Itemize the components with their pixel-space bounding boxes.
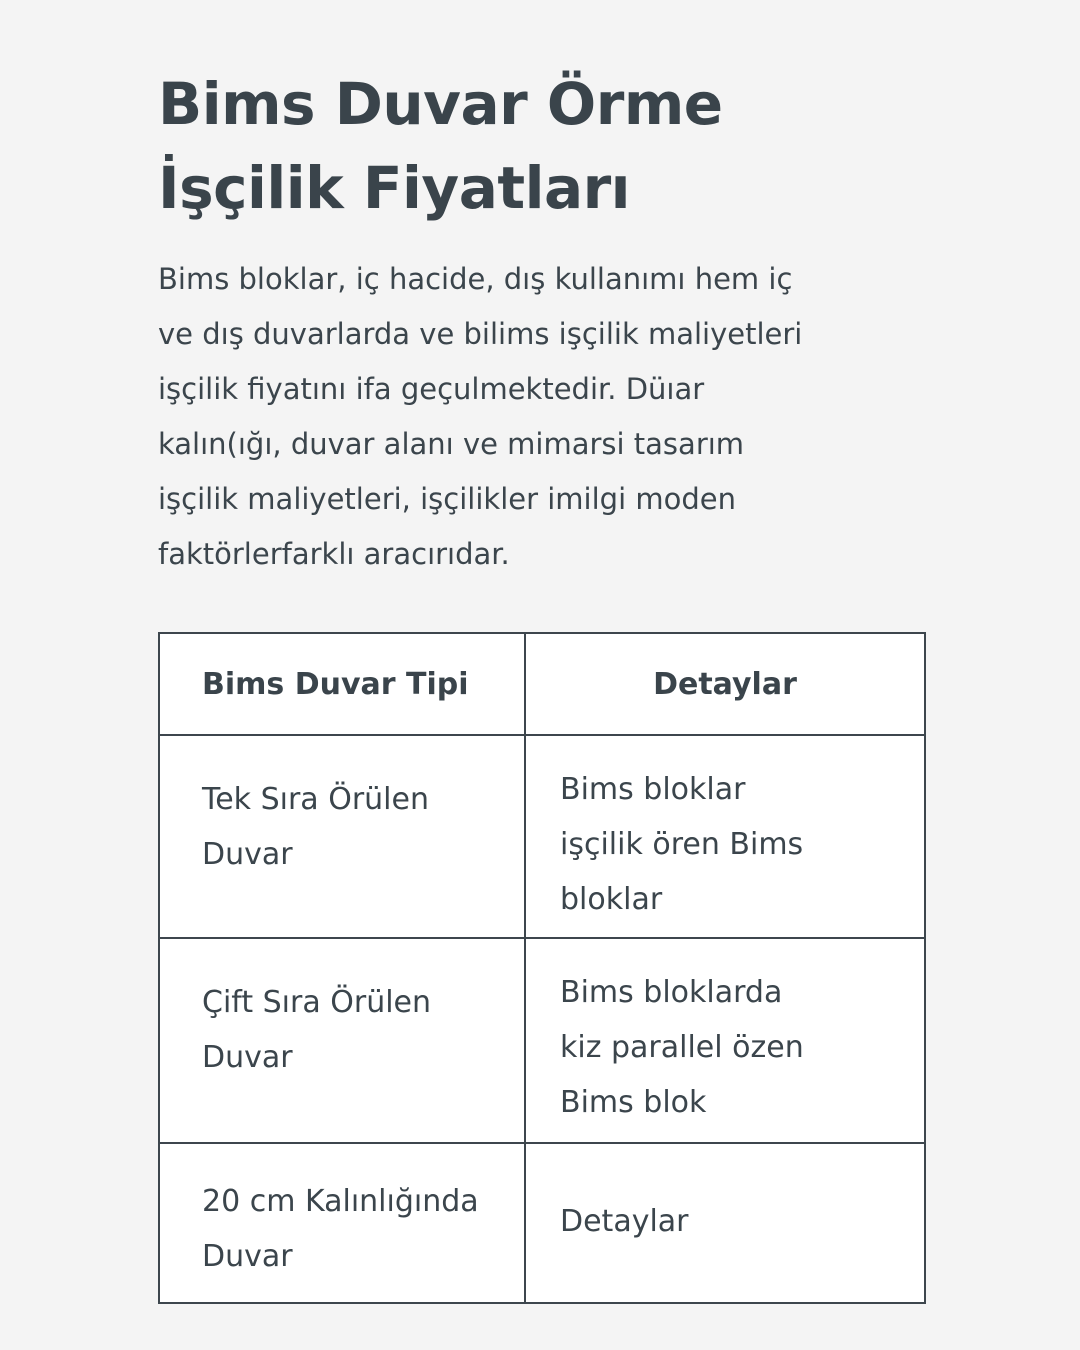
cell-details <box>525 938 925 1143</box>
cell-details <box>525 1143 925 1303</box>
wall-type-table <box>158 632 926 1304</box>
intro-line: işçilik fiyatını ifa geçulmektedir. Düıar <box>158 372 705 406</box>
intro-line: kalın(ığı, duvar alanı ve mimarsi tasarım <box>158 427 745 461</box>
table-header-row <box>159 633 925 735</box>
page-title <box>158 62 918 230</box>
cell-line: kiz parallel özen <box>560 1030 804 1065</box>
intro-line: ve dış duvarlarda ve bilims işçilik maliyetleri <box>158 317 803 351</box>
intro-line: faktörlerfarklı aracırıdar. <box>158 537 510 571</box>
cell-line: Çift Sıra Örülen <box>202 985 432 1020</box>
cell-wall-type <box>159 735 525 938</box>
title-line-1: Bims Duvar Örme <box>158 70 723 138</box>
intro-line: işçilik maliyetleri, işçilikler imilgi moden <box>158 482 736 516</box>
cell-line: Tek Sıra Örülen <box>202 782 429 817</box>
cell-line: Detaylar <box>560 1204 689 1239</box>
cell-line: Duvar <box>202 1040 293 1075</box>
cell-line: Bims bloklar <box>560 772 746 807</box>
title-line-2: İşçilik Fiyatları <box>158 154 631 222</box>
cell-line: bloklar <box>560 882 663 917</box>
cell-line: işçilik ören Bims <box>560 827 804 862</box>
cell-line: Duvar <box>202 1239 293 1274</box>
cell-line: Duvar <box>202 837 293 872</box>
table-row <box>159 1143 925 1303</box>
cell-wall-type <box>159 938 525 1143</box>
table-row <box>159 938 925 1143</box>
intro-line: Bims bloklar, iç hacide, dış kullanımı hem iç <box>158 262 793 296</box>
header-details: Detaylar <box>525 633 925 735</box>
cell-wall-type <box>159 1143 525 1303</box>
table-row <box>159 735 925 938</box>
cell-line: 20 cm Kalınlığında <box>202 1184 479 1219</box>
cell-details <box>525 735 925 938</box>
cell-line: Bims blok <box>560 1085 707 1120</box>
intro-paragraph <box>158 252 918 582</box>
header-wall-type: Bims Duvar Tipi <box>159 633 525 735</box>
cell-line: Bims bloklarda <box>560 975 783 1010</box>
